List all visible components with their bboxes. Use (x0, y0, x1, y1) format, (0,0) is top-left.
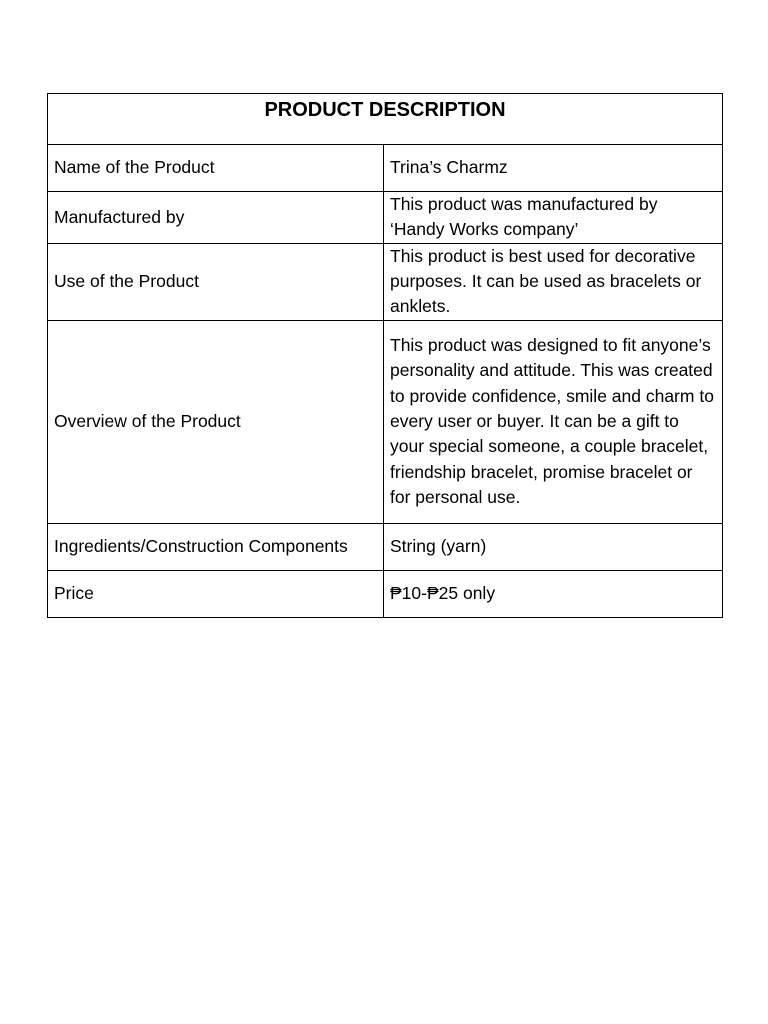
table-row (48, 192, 723, 244)
row-value-price: ₱10-₱25 only (384, 570, 723, 617)
row-label-ingredients: Ingredients/Construction Components (48, 523, 384, 570)
row-label-use: Use of the Product (48, 243, 384, 320)
table-row (48, 243, 723, 320)
table-title: PRODUCT DESCRIPTION (48, 94, 723, 145)
row-label-name: Name of the Product (48, 145, 384, 192)
row-label-overview: Overview of the Product (48, 320, 384, 523)
row-value-manufacturer: This product was manufactured by ‘Handy Works company’ (384, 192, 723, 244)
row-value-name: Trina’s Charmz (384, 145, 723, 192)
row-value-use: This product is best used for decorative purposes. It can be used as bracelets or anklets. (384, 243, 723, 320)
row-value-ingredients: String (yarn) (384, 523, 723, 570)
row-label-manufacturer: Manufactured by (48, 192, 384, 244)
table-row (48, 523, 723, 570)
row-label-price: Price (48, 570, 384, 617)
table-row (48, 320, 723, 523)
table-title-row (48, 94, 723, 145)
table-row (48, 570, 723, 617)
row-value-overview: This product was designed to fit anyone’s personality and attitude. This was created to provide confidence, smile and charm to every user or buyer. It can be a gift to your special someone, a couple bracelet, friendship bracelet, promise bracelet or for personal use. (384, 320, 723, 523)
product-description-table (47, 93, 723, 618)
table-row (48, 145, 723, 192)
